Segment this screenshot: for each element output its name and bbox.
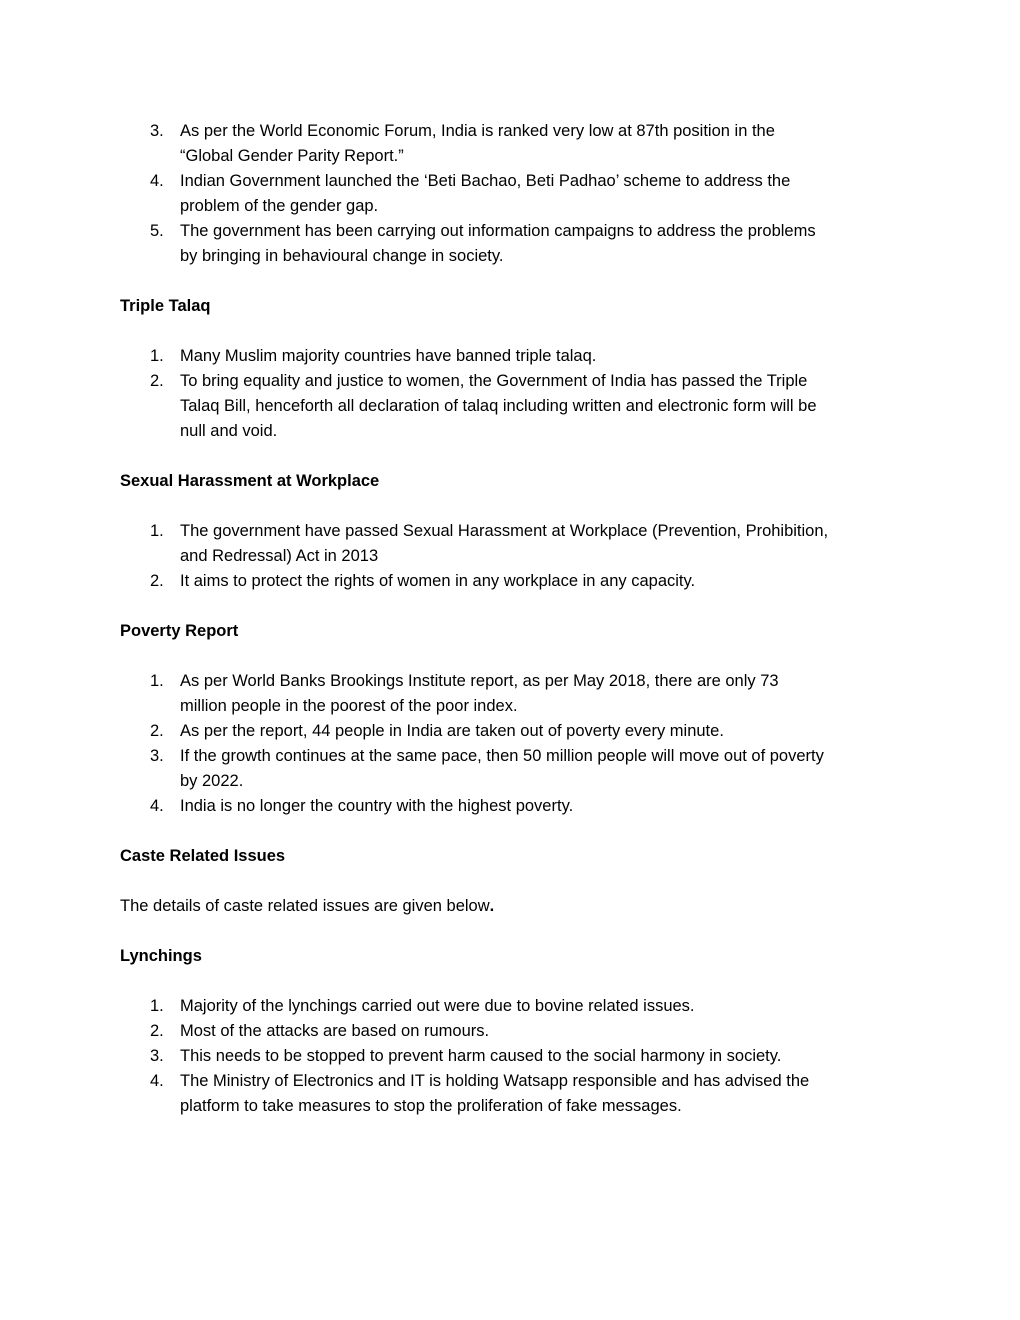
list-text: Most of the attacks are based on rumours.	[180, 1022, 490, 1040]
list-number: 5.	[150, 222, 164, 240]
section-heading-sexual-harassment: Sexual Harassment at Workplace	[120, 472, 380, 490]
list-number: 2.	[150, 1022, 164, 1040]
list-number: 4.	[150, 1072, 164, 1090]
list-number: 4.	[150, 797, 164, 815]
list-text: It aims to protect the rights of women in any workplace in any capacity.	[180, 572, 696, 590]
section-heading-poverty-report: Poverty Report	[120, 622, 239, 640]
section-heading-caste-issues: Caste Related Issues	[120, 847, 286, 865]
list-text: To bring equality and justice to women, the Government of India has passed the Triple Talaq Bill, henceforth all declaration of talaq including written and electronic form will be null and void.	[180, 372, 817, 440]
list-number: 1.	[150, 672, 164, 690]
list-text: As per World Banks Brookings Institute report, as per May 2018, there are only 73 million people in the poorest of the poor index.	[180, 672, 779, 715]
list-number: 3.	[150, 1047, 164, 1065]
section-heading-triple-talaq: Triple Talaq	[120, 297, 211, 315]
list-text: As per the report, 44 people in India are taken out of poverty every minute.	[180, 722, 724, 740]
paragraph-end-period: .	[489, 897, 495, 915]
list-text: As per the World Economic Forum, India is ranked very low at 87th position in the “Global Gender Parity Report.”	[180, 122, 775, 165]
list-text: The government has been carrying out information campaigns to address the problems by bringing in behavioural change in society.	[180, 222, 816, 265]
caste-issues-paragraph	[120, 894, 494, 919]
list-text: If the growth continues at the same pace, then 50 million people will move out of poverty by 2022.	[180, 747, 824, 790]
list-text: Majority of the lynchings carried out were due to bovine related issues.	[180, 997, 695, 1015]
section-heading-lynchings: Lynchings	[120, 947, 202, 965]
list-number: 3.	[150, 747, 164, 765]
paragraph-text: The details of caste related issues are given below	[120, 897, 490, 915]
list-text: Indian Government launched the ‘Beti Bachao, Beti Padhao’ scheme to address the problem of the gender gap.	[180, 172, 791, 215]
list-number: 2.	[150, 722, 164, 740]
list-text: Many Muslim majority countries have banned triple talaq.	[180, 347, 597, 365]
list-text: The Ministry of Electronics and IT is holding Watsapp responsible and has advised the platform to take measures to stop the proliferation of fake messages.	[180, 1072, 810, 1115]
list-text: This needs to be stopped to prevent harm caused to the social harmony in society.	[180, 1047, 782, 1065]
list-text: India is no longer the country with the highest poverty.	[180, 797, 574, 815]
list-number: 2.	[150, 572, 164, 590]
list-number: 3.	[150, 122, 164, 140]
list-number: 1.	[150, 997, 164, 1015]
list-number: 1.	[150, 522, 164, 540]
list-text: The government have passed Sexual Harassment at Workplace (Prevention, Prohibition, and Redressal) Act in 2013	[180, 522, 829, 565]
list-number: 4.	[150, 172, 164, 190]
list-number: 1.	[150, 347, 164, 365]
list-number: 2.	[150, 372, 164, 390]
